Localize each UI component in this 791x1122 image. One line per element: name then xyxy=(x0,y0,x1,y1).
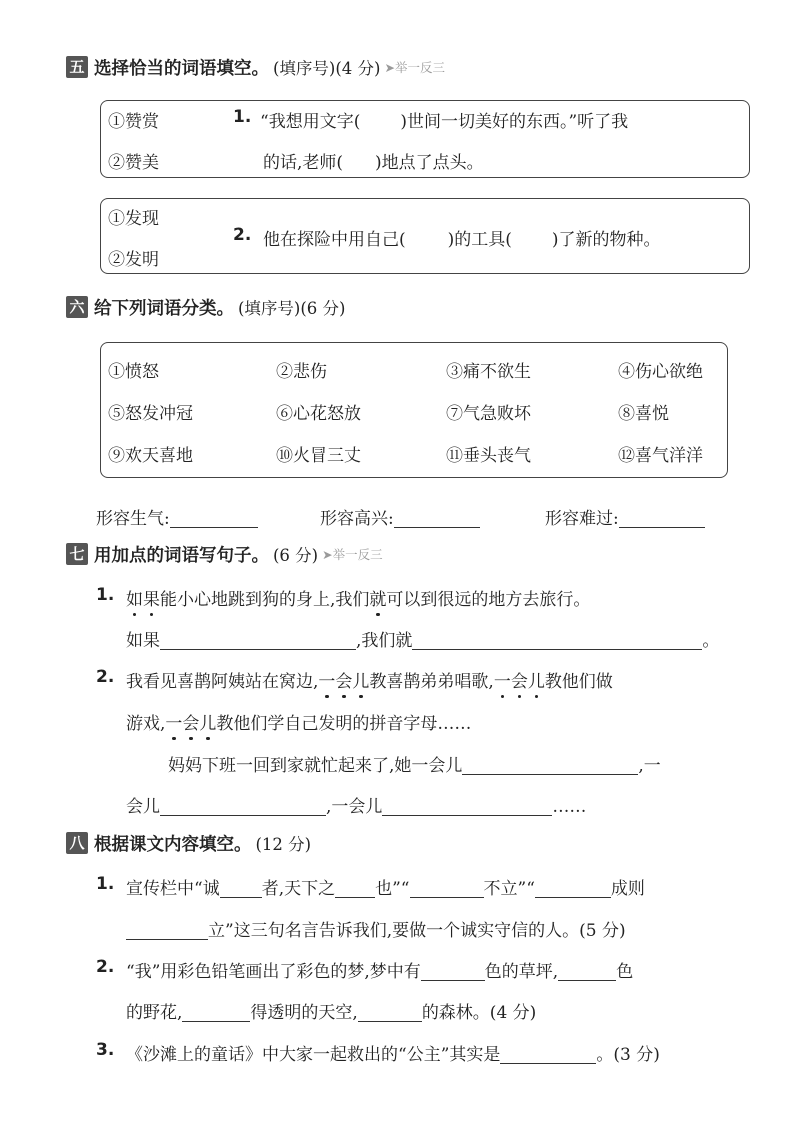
section-note: (6 分) xyxy=(273,546,319,565)
section-number: 六 xyxy=(66,296,88,318)
question-text: “我想用文字( )世间一切美好的东西。”听了我 xyxy=(260,112,629,132)
answer-blank[interactable] xyxy=(220,879,262,898)
question-text: 宣传栏中“诚 者,天下之 也”“ 不立”“ 成则 xyxy=(126,879,645,899)
question-number: 1. xyxy=(233,107,252,127)
question-text: 游戏,一会儿教他们学自己发明的拼音字母…… xyxy=(126,709,471,734)
option-faxian: ①发现 xyxy=(108,209,159,229)
answer-blank[interactable] xyxy=(535,879,611,898)
section-6-header xyxy=(66,294,346,320)
section-8-header xyxy=(66,830,311,856)
answer-blank[interactable] xyxy=(619,509,705,528)
question-text: 我看见喜鹊阿姨站在窝边,一会儿教喜鹊弟弟唱歌,一会儿教他们做 xyxy=(126,667,613,692)
dotted-word: 一会儿 xyxy=(318,672,369,692)
option-zanshang: ①赞赏 xyxy=(108,112,159,132)
question-number: 1. xyxy=(96,585,115,605)
question-number: 3. xyxy=(96,1040,115,1060)
word-item: ②悲伤 xyxy=(276,362,327,382)
question-number: 2. xyxy=(96,957,115,977)
question-text: 的野花, 得透明的天空, 的森林。(4 分) xyxy=(126,1003,537,1023)
word-item: ⑧喜悦 xyxy=(618,404,669,424)
fill-sentence: 如果 ,我们就 。 xyxy=(126,631,720,651)
answer-blank[interactable] xyxy=(558,962,616,981)
word-item: ①愤怒 xyxy=(108,362,159,382)
fill-sentence: 会儿 ,一会儿 …… xyxy=(126,797,587,817)
section-7-header xyxy=(66,541,383,567)
question-text: 立”这三句名言告诉我们,要做一个诚实守信的人。(5 分) xyxy=(126,916,626,941)
dotted-word: 如果 xyxy=(126,590,160,610)
answer-blank[interactable] xyxy=(462,756,638,775)
answer-blank[interactable] xyxy=(412,631,702,650)
answer-blank[interactable] xyxy=(335,879,375,898)
question-text: 《沙滩上的童话》中大家一起救出的“公主”其实是 。(3 分) xyxy=(126,1045,660,1065)
word-item: ⑥心花怒放 xyxy=(276,404,361,424)
section-title: 给下列词语分类。 xyxy=(94,298,234,319)
section-title: 用加点的词语写句子。 xyxy=(94,545,269,566)
answer-blank[interactable] xyxy=(126,921,208,940)
category-angry-label: 形容生气: xyxy=(96,504,258,529)
section-5-header xyxy=(66,54,445,80)
answer-blank[interactable] xyxy=(182,1003,250,1022)
word-item: ③痛不欲生 xyxy=(446,362,531,382)
section-note: (12 分) xyxy=(255,835,312,854)
question-text: 的话,老师( )地点了点头。 xyxy=(263,153,484,173)
section-number: 五 xyxy=(66,56,88,78)
section-note: (填序号)(6 分) xyxy=(238,299,346,318)
word-item: ⑦气急败坏 xyxy=(446,404,531,424)
answer-blank[interactable] xyxy=(500,1045,596,1064)
section-tag: ➤举一反三 xyxy=(322,547,383,562)
category-happy-label: 形容高兴: xyxy=(320,504,480,529)
answer-blank[interactable] xyxy=(382,797,552,816)
question-number: 2. xyxy=(233,225,252,245)
word-item: ⑨欢天喜地 xyxy=(108,446,193,466)
answer-blank[interactable] xyxy=(358,1003,422,1022)
answer-blank[interactable] xyxy=(410,879,484,898)
answer-blank[interactable] xyxy=(170,509,258,528)
word-item: ⑪垂头丧气 xyxy=(446,446,531,466)
section-title: 根据课文内容填空。 xyxy=(94,834,252,855)
word-item: ⑤怒发冲冠 xyxy=(108,404,193,424)
category-sad-label: 形容难过: xyxy=(545,504,705,529)
section-title: 选择恰当的词语填空。 xyxy=(94,58,269,79)
option-zanmei: ②赞美 xyxy=(108,153,159,173)
dotted-word: 一会儿 xyxy=(165,714,216,734)
section-number: 八 xyxy=(66,832,88,854)
section-number: 七 xyxy=(66,543,88,565)
dotted-word: 就 xyxy=(369,585,386,610)
answer-blank[interactable] xyxy=(394,509,480,528)
section-tag: ➤举一反三 xyxy=(384,60,445,75)
question-text: 如果能小心地跳到狗的身上,我们就可以到很远的地方去旅行。 xyxy=(126,585,590,610)
answer-blank[interactable] xyxy=(160,797,326,816)
option-faming: ②发明 xyxy=(108,250,159,270)
section-note: (填序号)(4 分) xyxy=(273,59,381,78)
word-item: ⑩火冒三丈 xyxy=(276,446,361,466)
word-item: ⑫喜气洋洋 xyxy=(618,446,703,466)
dotted-word: 一会儿 xyxy=(494,672,545,692)
word-item: ④伤心欲绝 xyxy=(618,362,703,382)
question-text: 他在探险中用自己( )的工具( )了新的物种。 xyxy=(263,230,661,250)
question-number: 2. xyxy=(96,667,115,687)
fill-sentence: 妈妈下班一回到家就忙起来了,她一会儿 ,一 xyxy=(168,756,661,776)
answer-blank[interactable] xyxy=(160,631,356,650)
question-number: 1. xyxy=(96,874,115,894)
question-text: “我”用彩色铅笔画出了彩色的梦,梦中有 色的草坪, 色 xyxy=(126,962,634,982)
answer-blank[interactable] xyxy=(421,962,485,981)
